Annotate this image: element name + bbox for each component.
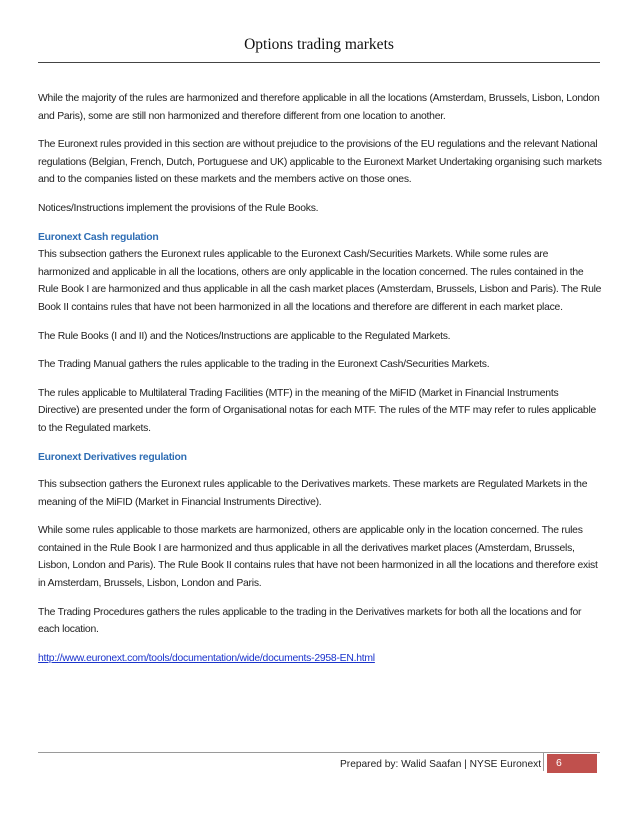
- paragraph-eu-regulations: The Euronext rules provided in this section are without prejudice to the provisions of the EU regulations and the relevant National regulations (Belgian, French, Dutch, Portuguese and UK) applicable to the Euronext Market Undertaking organising such markets and to the companies listed on these markets and the members active on those ones.: [38, 139, 602, 186]
- derivatives-paragraph-2: While some rules applicable to those markets are harmonized, others are applicable only in the location concerned. The rules contained in the Rule Book I are harmonized and thus applicable in all the derivatives market places (Amsterdam, Brussels, Lisbon, London and Paris). The Rule Book II contains rules that have not been harmonized in all the locations and therefore exist in Amsterdam, Brussels, Lisbon, London and Paris.: [38, 525, 598, 590]
- euronext-documentation-link[interactable]: http://www.euronext.com/tools/documentation/wide/documents-2958-EN.html: [38, 652, 375, 664]
- page-number-badge: 6: [547, 754, 597, 773]
- header-divider: [38, 62, 600, 63]
- footer-prepared-by: Prepared by: Walid Saafan | NYSE Euronext: [340, 759, 542, 770]
- intro-paragraph: While the majority of the rules are harmonized and therefore applicable in all the locations (Amsterdam, Brussels, Lisbon, London and Paris), some are still non harmonized and therefore different from one location to another.: [38, 93, 600, 122]
- derivatives-paragraph-1: This subsection gathers the Euronext rules applicable to the Derivatives markets. These markets are Regulated Markets in the meaning of the MiFID (Market in Financial Instruments Directive).: [38, 479, 588, 508]
- cash-paragraph-1: This subsection gathers the Euronext rules applicable to the Euronext Cash/Securities Markets. While some rules are harmonized and applicable in all the locations, others are only applicable in the location concerned. The rules contained in the Rule Book I are harmonized and thus applicable in all the cash market places (Amsterdam, Brussels, Lisbon and Paris). The Rule Book II contains rules that have not been harmonized in all the locations and therefore are different in each market place.: [38, 249, 602, 313]
- footer-divider: [38, 752, 600, 753]
- paragraph-notices: Notices/Instructions implement the provisions of the Rule Books.: [38, 202, 319, 214]
- footer-separator: [543, 753, 544, 771]
- cash-paragraph-4: The rules applicable to Multilateral Trading Facilities (MTF) in the meaning of the MiFID (Market in Financial Instruments Directive) are presented under the form of Organisational notas for each MTF. The rules of the MTF may refer to rules applicable to the Regulated markets.: [38, 387, 597, 434]
- derivatives-regulation-heading: Euronext Derivatives regulation: [38, 451, 187, 463]
- cash-paragraph-3: The Trading Manual gathers the rules applicable to the trading in the Euronext Cash/Securities Markets.: [38, 359, 490, 371]
- cash-paragraph-2: The Rule Books (I and II) and the Notices/Instructions are applicable to the Regulated Markets.: [38, 330, 451, 342]
- derivatives-paragraph-3: The Trading Procedures gathers the rules applicable to the trading in the Derivatives markets for both all the locations and for each location.: [38, 606, 582, 636]
- cash-regulation-heading: Euronext Cash regulation: [38, 231, 159, 243]
- document-body: [38, 90, 602, 678]
- page-title: Options trading markets: [244, 36, 394, 53]
